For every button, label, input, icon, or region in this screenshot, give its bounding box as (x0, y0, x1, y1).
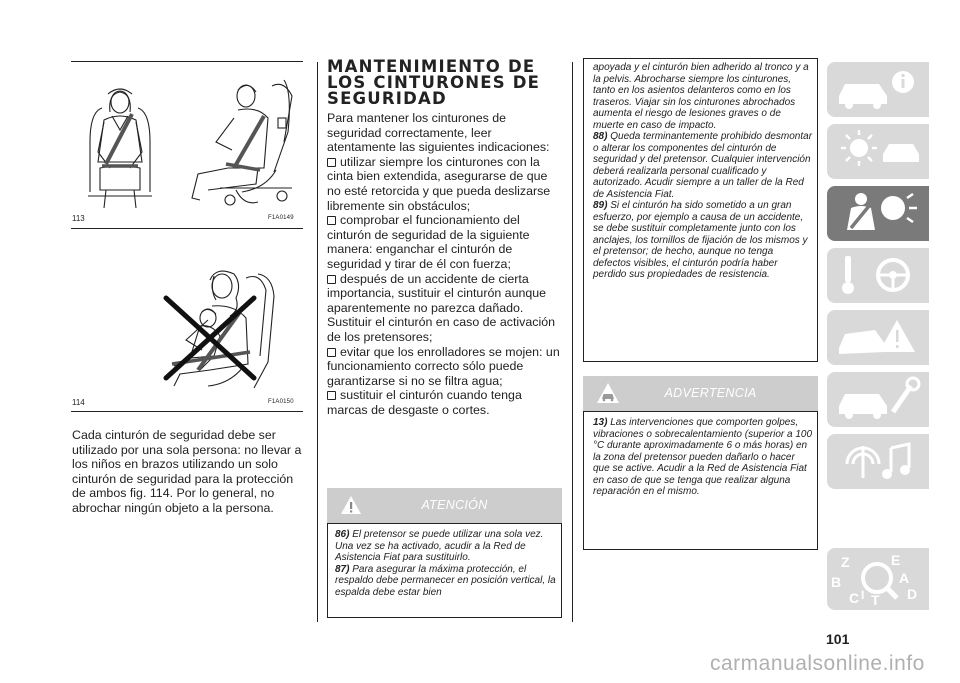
section-body (327, 111, 563, 417)
figure-114-code: F1A0150 (268, 399, 294, 405)
note-item (593, 131, 813, 200)
bullet-checkbox-icon (327, 158, 336, 167)
side-tab-car-info[interactable] (827, 62, 929, 117)
note-text: Queda terminantemente prohibido desmontar o alterar los componentes del cinturón de seguridad y del pretensor. Cualquier intervención deberá realizarla personal cualificado y autorizado. Acudir siempre a un taller de la Red de Asistencia Fiat. (593, 131, 813, 200)
atencion-header (327, 488, 562, 523)
list-item-text: comprobar el funcionamiento del cinturón de seguridad de la siguiente manera: enganchar el cinturón de seguridad y tirar de él con fuerza; (327, 213, 530, 271)
bullet-checkbox-icon (327, 216, 336, 225)
note-item (335, 529, 557, 564)
side-tab-key-steering[interactable] (827, 248, 929, 303)
list-item-text: evitar que los enrolladores se mojen: un funcionamiento correcto sólo puede garantizarse si no se filtra agua; (327, 344, 560, 388)
note-number: 13) (593, 417, 608, 428)
figure-divider (71, 228, 303, 229)
heading-line: SEGURIDAD (327, 89, 447, 108)
index-letter: T (871, 592, 880, 608)
list-item (327, 272, 563, 345)
side-tab-index[interactable] (827, 548, 929, 610)
index-letter: E (891, 552, 901, 568)
section-heading (327, 59, 562, 107)
advertencia-box (583, 411, 818, 550)
list-item (327, 213, 563, 271)
side-tab-seatbelt-airbag[interactable] (827, 186, 929, 241)
continuation-notes (593, 62, 813, 281)
bullet-checkbox-icon (327, 391, 336, 400)
note-item (593, 200, 813, 281)
note-number: 88) (593, 131, 608, 142)
atencion-box (327, 523, 562, 618)
car-info-icon (827, 62, 929, 117)
figure-114-number: 114 (72, 398, 85, 407)
advertencia-notes (593, 417, 813, 498)
page-number: 101 (826, 631, 850, 647)
continuation-box (583, 58, 818, 362)
figure-113-code: F1A0149 (268, 215, 294, 221)
car-service-icon (827, 372, 929, 427)
bullet-checkbox-icon (327, 348, 336, 357)
key-steering-icon (827, 248, 929, 303)
top-rule (71, 61, 303, 62)
atencion-notes (335, 529, 557, 598)
list-item (327, 388, 563, 417)
watermark: carmanualsonline.info (710, 652, 925, 675)
dashboard-lights-icon (827, 124, 929, 179)
list-item (327, 345, 563, 389)
figure-114-illustration (150, 266, 300, 391)
atencion-title: ATENCIÓN (421, 498, 488, 512)
side-tab-car-warning[interactable] (827, 310, 929, 365)
note-number: 89) (593, 200, 608, 211)
figure-divider (71, 411, 303, 412)
note-item (593, 417, 813, 498)
heading-line: MANTENIMIENTO DE (327, 57, 536, 76)
heading-line: LOS CINTURONES DE (327, 73, 541, 92)
multimedia-icon (827, 434, 929, 489)
note-text: Si el cinturón ha sido sometido a un gran esfuerzo, por ejemplo a causa de un accidente, se debe sustituir completamente junto con los anclajes, los tornillos de fijación de los mismos y el pretensor; de hecho, aunque no tenga defectos visibles, el cinturón podría haber perdido sus propiedades de resistencia. (593, 200, 808, 280)
figure-113-number: 113 (72, 214, 85, 223)
list-item (327, 155, 563, 213)
index-letter: Z (841, 554, 850, 570)
column-separator (317, 62, 318, 622)
list-item-text: sustituir el cinturón cuando tenga marcas de desgaste o cortes. (327, 388, 522, 417)
bullet-checkbox-icon (327, 275, 336, 284)
note-item (335, 564, 557, 599)
continuation-lead: apoyada y el cinturón bien adherido al tronco y a la pelvis. Abrocharse siempre los cinturones, tanto en los asientos delanteros como en los traseros. Viajar sin los cinturones abrochados aumenta el riesgo de lesiones graves o de muerte en caso de impacto. (593, 62, 809, 131)
index-letter: C (849, 590, 860, 606)
side-tab-dashboard-lights[interactable] (827, 124, 929, 179)
note-text: Para asegurar la máxima protección, el respaldo debe permanecer en posición vertical, la espalda debe estar bien (335, 563, 556, 598)
index-letter: A (899, 570, 910, 586)
list-item-text: después de un accidente de cierta importancia, sustituir el cinturón aunque aparentemente no parezca dañado. Sustituir el cinturón en caso de activación de los pretensores; (327, 271, 555, 344)
side-tab-car-service[interactable] (827, 372, 929, 427)
side-tab-multimedia[interactable] (827, 434, 929, 489)
seatbelt-airbag-icon (827, 186, 929, 241)
left-paragraph-text: Cada cinturón de seguridad debe ser utilizado por una sola persona: no llevar a los niños en brazos utilizando un solo cinturón de seguridad para la protección de ambos fig. 114. Por lo general, no abrochar ningún objeto a la persona. (72, 428, 302, 515)
index-letter: D (907, 586, 918, 602)
advertencia-title: ADVERTENCIA (664, 386, 757, 400)
column-separator (572, 62, 573, 622)
car-warning-icon (827, 310, 929, 365)
note-number: 86) (335, 529, 350, 540)
figure-113-illustration (88, 72, 300, 212)
note-text: El pretensor se puede utilizar una sola vez. Una vez se ha activado, acudir a la Red de Asistencia Fiat para sustituirlo. (335, 529, 544, 563)
advertencia-header (583, 376, 818, 411)
index-letter: I (861, 588, 865, 602)
note-number: 87) (335, 563, 350, 575)
left-paragraph (72, 428, 304, 516)
intro-text: Para mantener los cinturones de seguridad correctamente, leer atentamente las siguientes indicaciones: (327, 111, 550, 155)
list-item-text: utilizar siempre los cinturones con la cinta bien extendida, asegurarse de que no esté retorcida y que pueda deslizarse libremente sin obstáculos; (327, 154, 551, 213)
index-letter: B (831, 574, 842, 590)
note-text: Las intervenciones que comporten golpes, vibraciones o sobrecalentamiento (superior a 100 °C durante aproximadamente 6 o más horas) en la zona del pretensor pueden dañarlo o hacer que se active. Acudir a la Red de Asistencia Fiat en caso de que se tenga que realizar alguna reparación en el mismo. (593, 417, 813, 497)
